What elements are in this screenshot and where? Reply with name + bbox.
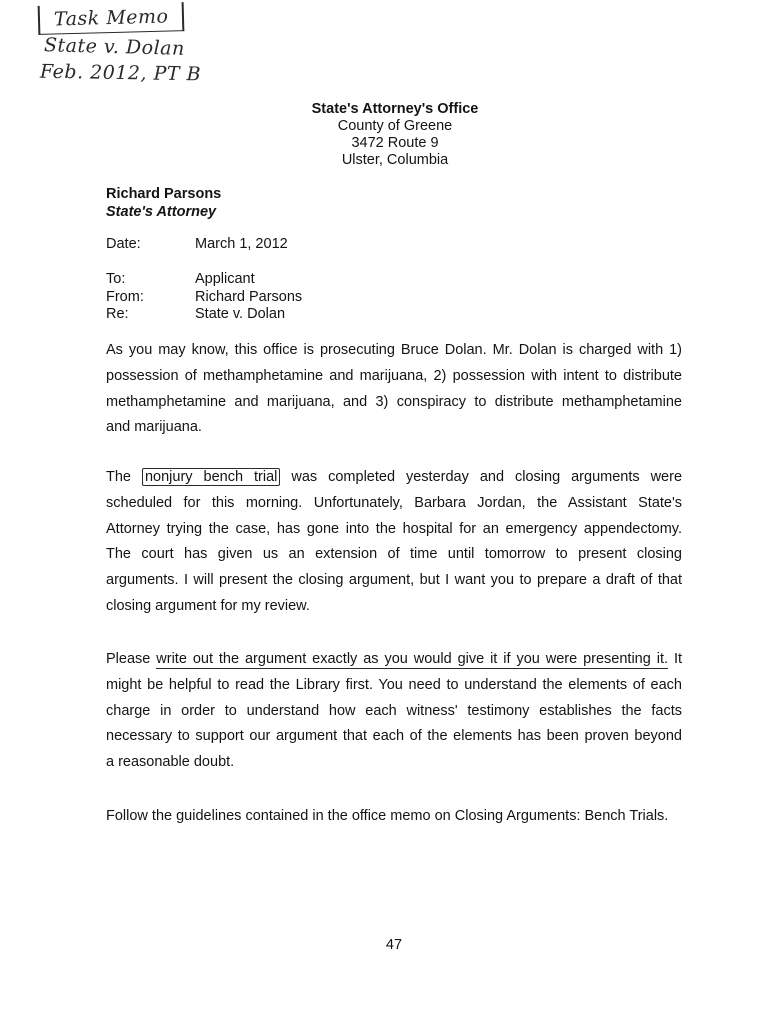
routing-label: Re: (106, 306, 129, 322)
underlined-annotation: write out the argument exactly as you would give it if you were presenting it. (156, 651, 669, 667)
date-value: March 1, 2012 (195, 236, 288, 252)
paragraph-line: Follow the guidelines contained in the office memo on Closing Arguments: Bench Trials. (106, 808, 669, 824)
signer-title: State's Attorney (106, 204, 217, 220)
paragraph-line: methamphetamine and marijuana, and 3) conspiracy to distribute methamphetamine (106, 393, 682, 410)
line-text: was completed yesterday and closing arguments were (291, 469, 683, 485)
letterhead (200, 101, 590, 169)
paragraph-line: necessary to support our argument that each of the elements has been proven beyond (106, 728, 682, 745)
paragraph-line: a reasonable doubt. (106, 754, 235, 771)
paragraph-trial-status (106, 465, 682, 620)
county-name: County of Greene (337, 118, 453, 134)
office-name: State's Attorney's Office (311, 101, 479, 117)
line-text: It (673, 651, 683, 667)
city-address: Ulster, Columbia (341, 152, 449, 168)
paragraph-line: possession of methamphetamine and marijuana, 2) possession with intent to distribute (106, 367, 682, 384)
routing-block (106, 271, 302, 324)
signer-block (106, 185, 221, 221)
paragraph-line: might be helpful to read the Library first. You need to understand the elements of each (106, 676, 682, 693)
paragraph-line (106, 465, 682, 491)
paragraph-line (106, 647, 682, 673)
paragraph-line: closing argument for my review. (106, 597, 310, 614)
paragraph-line: As you may know, this office is prosecuting Bruce Dolan. Mr. Dolan is charged with 1) (106, 342, 682, 358)
handwritten-case-note: State v. Dolan (43, 34, 186, 60)
routing-value: State v. Dolan (195, 306, 286, 322)
paragraph-line: and marijuana. (106, 419, 202, 436)
date-label: Date: (106, 236, 141, 252)
routing-label: From: (106, 288, 144, 305)
signer-name: Richard Parsons (106, 186, 222, 202)
routing-row-re (106, 306, 302, 324)
page-number: 47 (385, 937, 403, 953)
paragraph-guidelines (106, 804, 682, 830)
line-text: Please (106, 651, 151, 667)
paragraph-line: The court has given us an extension of time until tomorrow to present closing (106, 546, 682, 563)
paragraph-line: charge in order to understand how each witness' testimony establishes the facts (106, 702, 682, 719)
boxed-annotation: nonjury bench trial (142, 468, 280, 486)
handwritten-task-label: Task Memo (38, 2, 185, 35)
paragraph-line: scheduled for this morning. Unfortunately, Barbara Jordan, the Assistant State's (106, 494, 682, 511)
handwritten-date-note: Feb. 2012, PT B (39, 60, 202, 86)
line-text: The (106, 469, 131, 485)
routing-row-to (106, 271, 302, 289)
paragraph-line: arguments. I will present the closing argument, but I want you to prepare a draft of that (106, 572, 682, 589)
paragraph-charges (106, 338, 682, 441)
routing-value: Richard Parsons (195, 288, 303, 305)
routing-label: To: (106, 271, 126, 287)
routing-row-from (106, 289, 302, 307)
paragraph-line: Attorney trying the case, has gone into the hospital for an emergency appendectomy. (106, 520, 682, 537)
street-address: 3472 Route 9 (351, 135, 439, 151)
routing-value: Applicant (195, 271, 255, 287)
paragraph-instructions (106, 647, 682, 776)
